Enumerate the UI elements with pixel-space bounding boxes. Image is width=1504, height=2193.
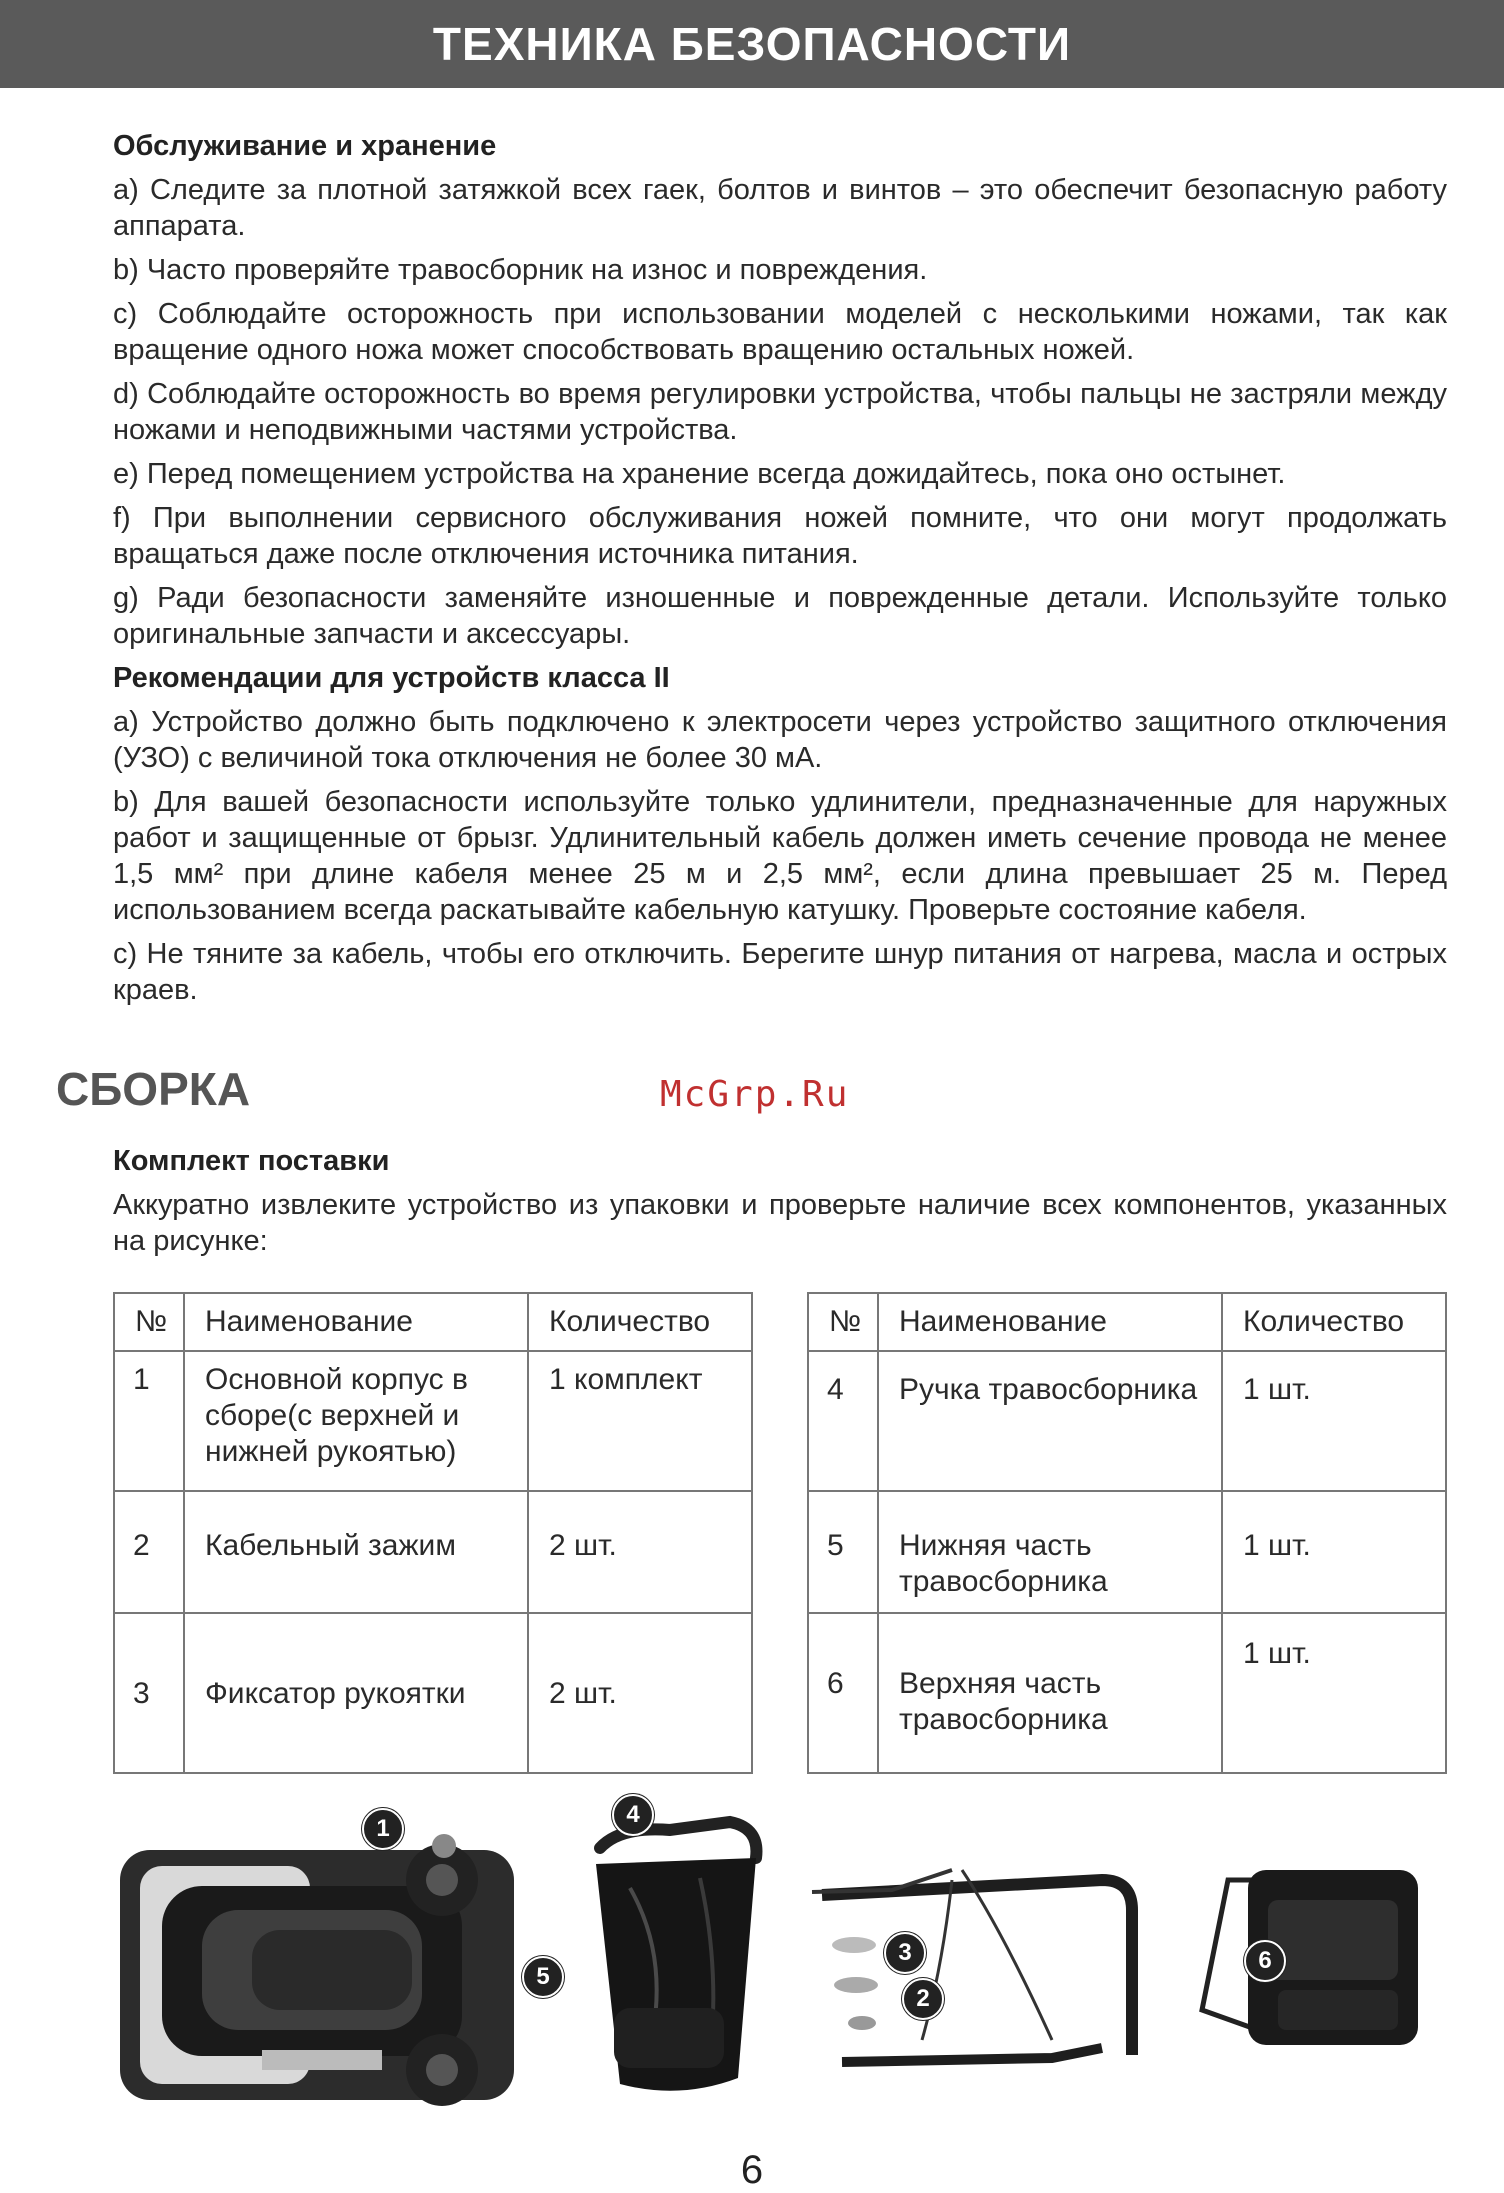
label-badge: 2 bbox=[902, 1978, 944, 2020]
maintenance-item: b) Часто проверяйте травосборник на износ и повреждения. bbox=[113, 254, 928, 286]
class2-item: b) Для вашей безопасности используйте только удлинители, предназначенные для наружных работ и защищенные от брызг. Удлинительный кабель должен иметь сечение провода не менее 1,5 мм² при длине кабеля менее 25 м и 2,5 мм², если длина превышает 25 м. Перед использованием всегда раскатывайте кабельную катушку. Проверьте состояние кабеля. bbox=[113, 786, 1447, 926]
row-qty: 2 шт. bbox=[528, 1613, 752, 1773]
header-qty: Количество bbox=[528, 1293, 752, 1351]
kit-text: Аккуратно извлеките устройство из упаковки и проверьте наличие всех компонентов, указанных на рисунке: bbox=[113, 1189, 1447, 1257]
table-row bbox=[114, 1613, 752, 1773]
row-qty: 2 шт. bbox=[528, 1491, 752, 1613]
header-name: Наименование bbox=[184, 1293, 528, 1351]
page-number: 6 bbox=[740, 2148, 764, 2192]
mower-body-photo bbox=[112, 1830, 522, 2110]
assembly-title: СБОРКА bbox=[56, 1063, 251, 1115]
class2-item: c) Не тяните за кабель, чтобы его отключить. Берегите шнур питания от нагрева, масла и острых краев. bbox=[113, 938, 1447, 1006]
row-name: Ручка травосборника bbox=[878, 1351, 1222, 1491]
parts-table-left bbox=[113, 1292, 753, 1774]
safety-content bbox=[113, 128, 1447, 1016]
maintenance-item: f) При выполнении сервисного обслуживания ножей помните, что они могут продолжать вращаться даже после отключения источника питания. bbox=[113, 502, 1447, 570]
row-qty: 1 комплект bbox=[528, 1351, 752, 1491]
row-num: 4 bbox=[808, 1351, 878, 1491]
header-title: ТЕХНИКА БЕЗОПАСНОСТИ bbox=[432, 18, 1072, 70]
table-header-row bbox=[808, 1293, 1446, 1351]
maintenance-heading: Обслуживание и хранение bbox=[113, 130, 497, 162]
table-row bbox=[114, 1491, 752, 1613]
table-row bbox=[808, 1351, 1446, 1491]
row-num: 3 bbox=[114, 1613, 184, 1773]
row-qty: 1 шт. bbox=[1222, 1613, 1446, 1773]
maintenance-item: e) Перед помещением устройства на хранение всегда дожидайтесь, пока оно остынет. bbox=[113, 458, 1286, 490]
label-badge: 5 bbox=[522, 1956, 564, 1998]
class2-item: a) Устройство должно быть подключено к электросети через устройство защитного отключения (УЗО) с величиной тока отключения не более 30 мА. bbox=[113, 706, 1447, 774]
table-row bbox=[114, 1351, 752, 1491]
header-num: № bbox=[114, 1293, 184, 1351]
label-badge: 6 bbox=[1244, 1940, 1286, 1982]
table-header-row bbox=[114, 1293, 752, 1351]
maintenance-item: g) Ради безопасности заменяйте изношенные и поврежденные детали. Используйте только оригинальные запчасти и аксессуары. bbox=[113, 582, 1447, 650]
label-badge: 1 bbox=[362, 1808, 404, 1850]
grass-bag-photo bbox=[560, 1808, 775, 2108]
row-qty: 1 шт. bbox=[1222, 1491, 1446, 1613]
row-num: 1 bbox=[114, 1351, 184, 1491]
label-badge: 4 bbox=[612, 1794, 654, 1836]
row-name: Нижняя часть травосборника bbox=[878, 1491, 1222, 1613]
row-num: 6 bbox=[808, 1613, 878, 1773]
kit-section bbox=[113, 1143, 1447, 1267]
kit-heading: Комплект поставки bbox=[113, 1145, 390, 1177]
row-qty: 1 шт. bbox=[1222, 1351, 1446, 1491]
watermark: McGrp.Ru bbox=[660, 1074, 850, 1115]
handle-clips-photo bbox=[802, 1840, 1142, 2070]
row-name: Основной корпус в сборе(с верхней и нижней рукоятью) bbox=[184, 1351, 528, 1491]
bag-top-photo bbox=[1188, 1860, 1428, 2060]
label-badge: 3 bbox=[884, 1932, 926, 1974]
row-name: Фиксатор рукоятки bbox=[184, 1613, 528, 1773]
row-num: 2 bbox=[114, 1491, 184, 1613]
maintenance-item: a) Следите за плотной затяжкой всех гаек, болтов и винтов – это обеспечит безопасную работу аппарата. bbox=[113, 174, 1447, 242]
table-row bbox=[808, 1491, 1446, 1613]
parts-table-right bbox=[807, 1292, 1447, 1774]
row-num: 5 bbox=[808, 1491, 878, 1613]
table-row bbox=[808, 1613, 1446, 1773]
row-name: Кабельный зажим bbox=[184, 1491, 528, 1613]
page-header bbox=[0, 0, 1504, 88]
header-name: Наименование bbox=[878, 1293, 1222, 1351]
maintenance-item: d) Соблюдайте осторожность во время регулировки устройства, чтобы пальцы не застряли между ножами и неподвижными частями устройства. bbox=[113, 378, 1447, 446]
maintenance-item: c) Соблюдайте осторожность при использовании моделей с несколькими ножами, так как вращение одного ножа может способствовать вращению остальных ножей. bbox=[113, 298, 1447, 366]
row-name: Верхняя часть травосборника bbox=[878, 1613, 1222, 1773]
header-qty: Количество bbox=[1222, 1293, 1446, 1351]
class2-heading: Рекомендации для устройств класса II bbox=[113, 662, 670, 694]
header-num: № bbox=[808, 1293, 878, 1351]
